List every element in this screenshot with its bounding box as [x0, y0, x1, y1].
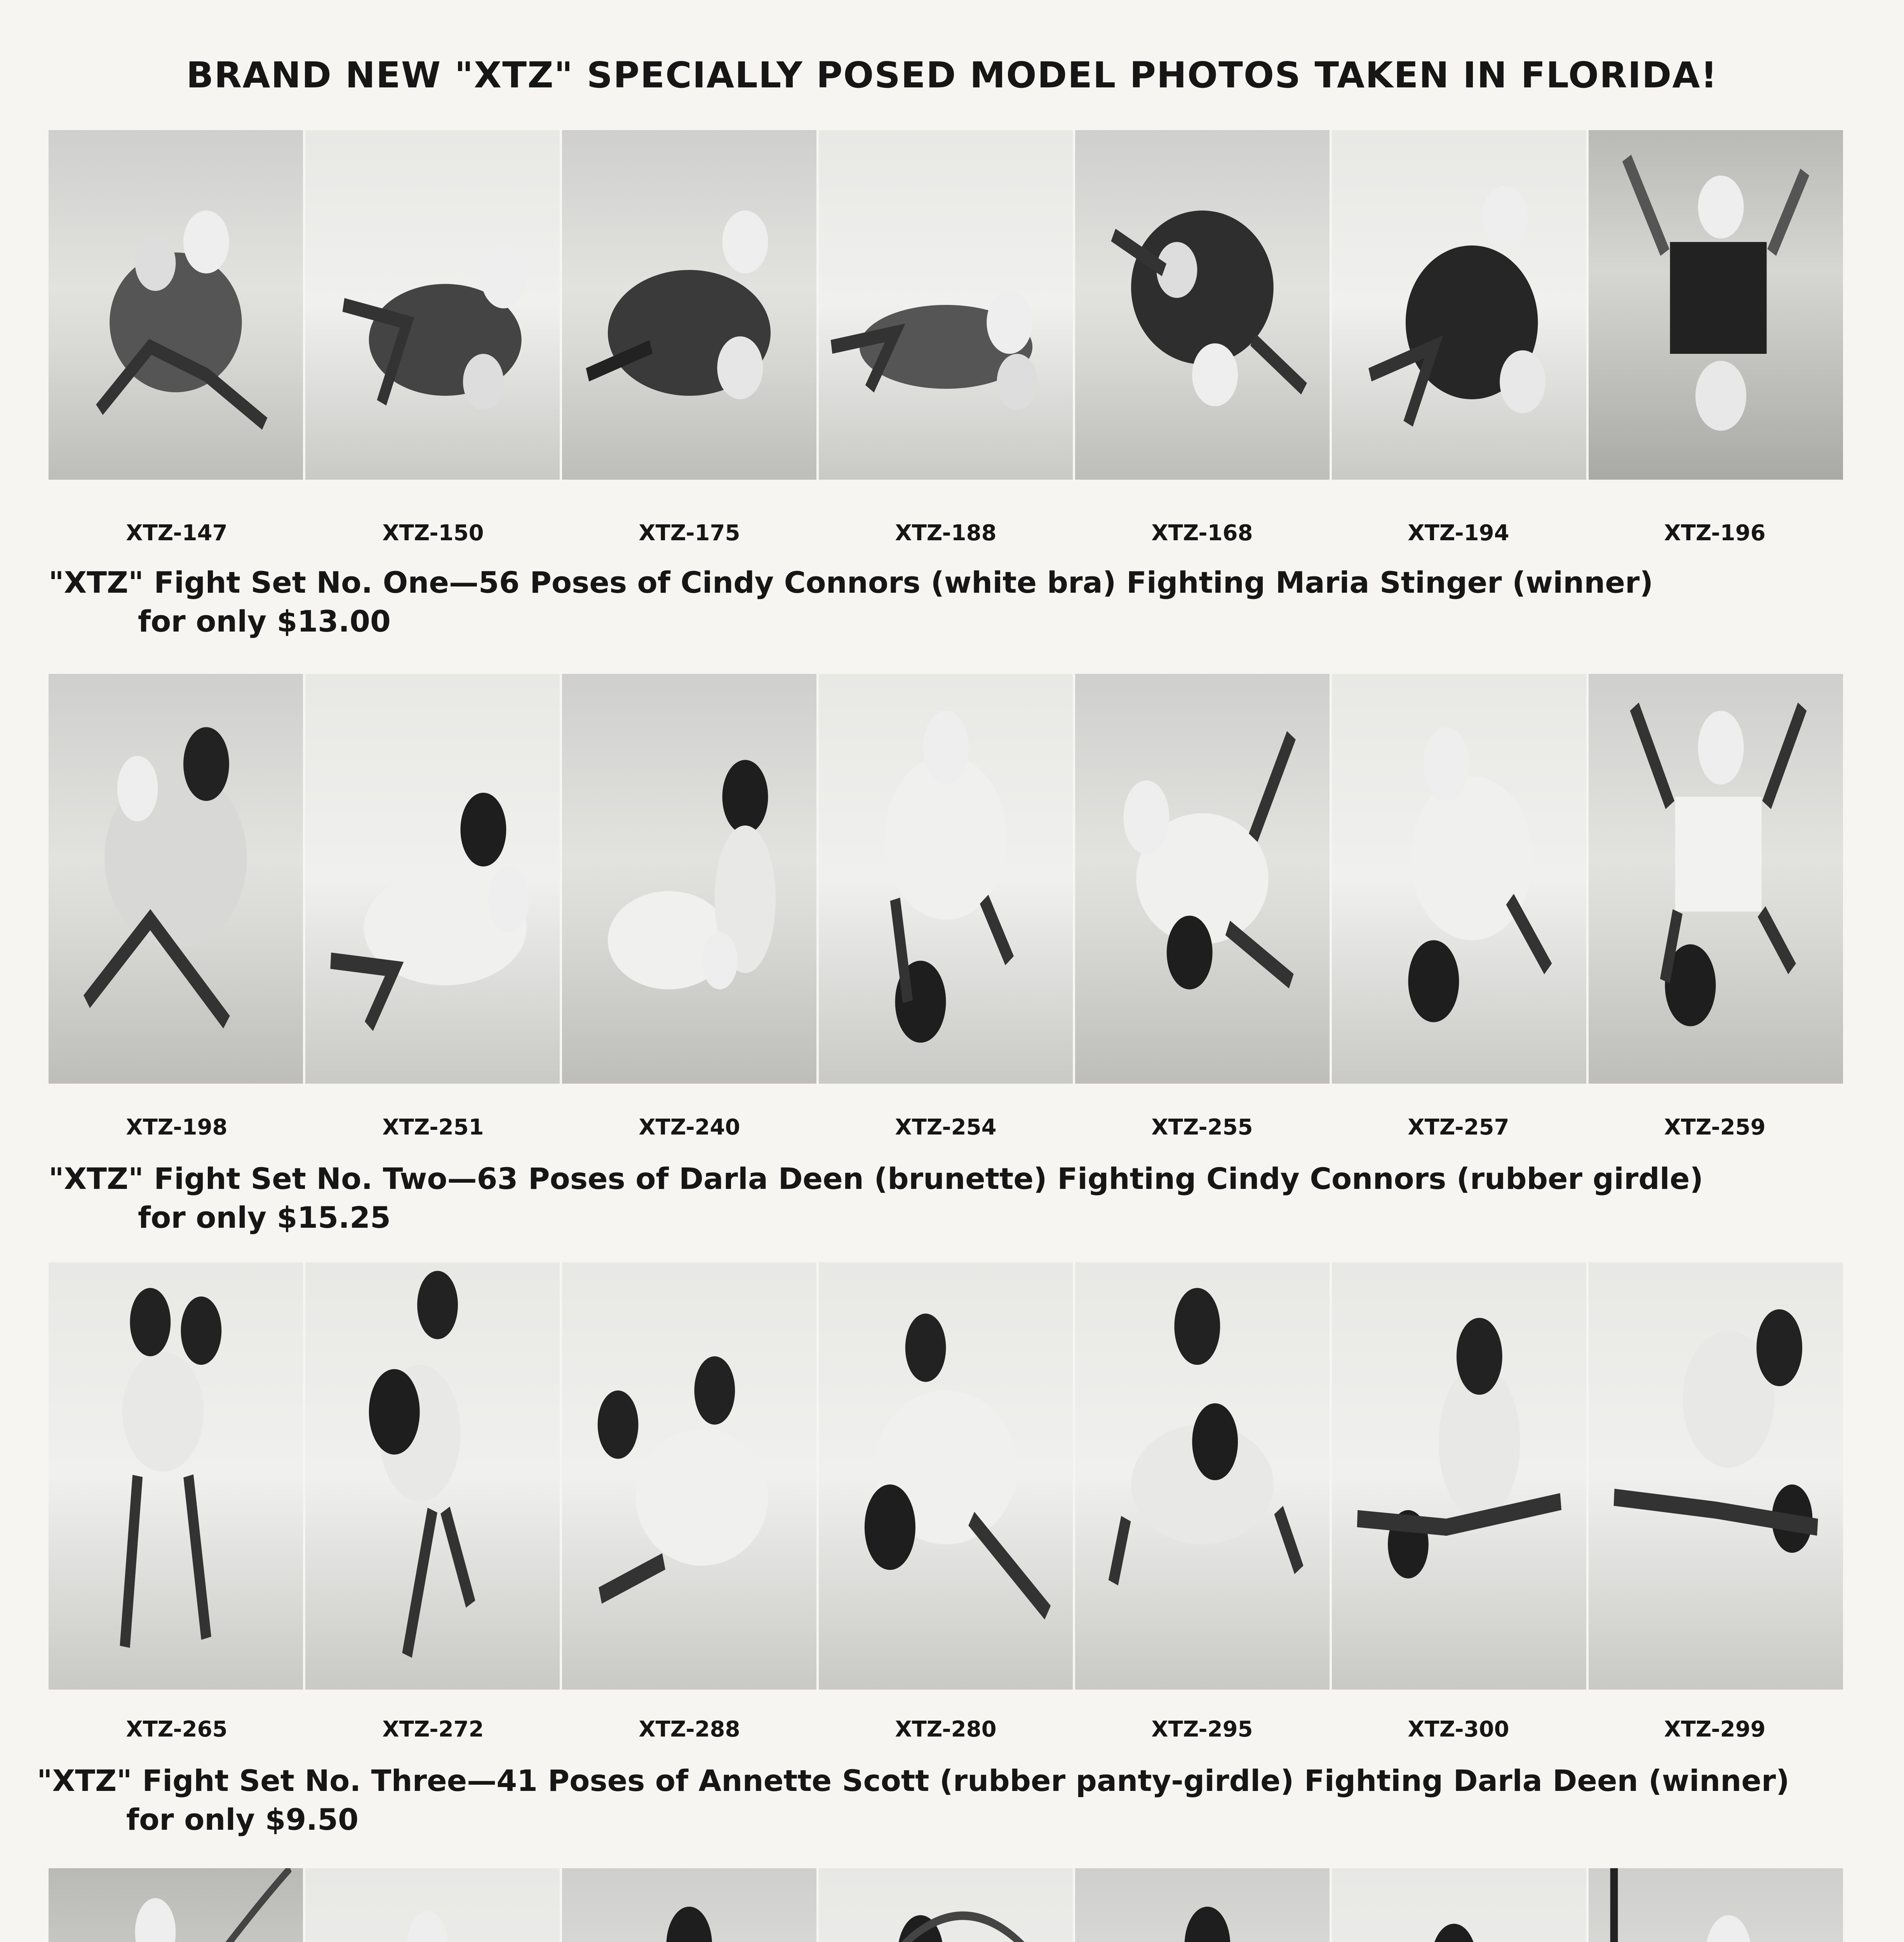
- photo-code: XTZ-300: [1408, 1717, 1509, 1742]
- photo-code: XTZ-255: [1151, 1115, 1253, 1140]
- photo-xtz-257: [1332, 674, 1586, 1084]
- photo-code: XTZ-194: [1408, 520, 1509, 546]
- set-price: for only $13.00: [138, 604, 391, 639]
- photo-xtz-300: [1332, 1262, 1586, 1690]
- photo-code: XTZ-175: [639, 520, 740, 546]
- photo-xtz-265: [49, 1262, 303, 1690]
- photo-code: XTZ-240: [639, 1115, 740, 1140]
- set-two-description: [49, 1159, 1874, 1237]
- photo-annette-scott-xtz-336: [1075, 1868, 1330, 1942]
- photo-xtz-255: [1075, 674, 1330, 1084]
- codes-set-one: [49, 520, 1843, 546]
- photo-xtz-288: [562, 1262, 816, 1690]
- set-description: "XTZ" Fight Set No. Two—63 Poses of Darla Deen (brunette) Fighting Cindy Connors (rubber girdle): [49, 1161, 1704, 1196]
- photo-strip-singles: [49, 1868, 1843, 1942]
- photo-xtz-194: [1332, 130, 1586, 480]
- photo-code: XTZ-272: [382, 1717, 484, 1742]
- photo-darla-deen-xtz-311: [562, 1868, 816, 1942]
- photo-xtz-299: [1589, 1262, 1843, 1690]
- photo-xtz-272: [305, 1262, 560, 1690]
- photo-xtz-295: [1075, 1262, 1330, 1690]
- photo-code: XTZ-299: [1664, 1717, 1766, 1742]
- photo-xtz-198: [49, 674, 303, 1084]
- set-description: "XTZ" Fight Set No. Three—41 Poses of Annette Scott (rubber panty-girdle) Fighting Darla Deen (winner): [37, 1763, 1790, 1798]
- photo-xtz-280: [819, 1262, 1073, 1690]
- photo-maria-stinger-xtz-321: [1589, 1868, 1843, 1942]
- codes-set-two: [49, 1115, 1843, 1140]
- codes-set-three: [49, 1717, 1843, 1742]
- photo-xtz-259: [1589, 674, 1843, 1084]
- photo-darla-deen-xtz-320: [819, 1868, 1073, 1942]
- page-headline: BRAND NEW "XTZ" SPECIALLY POSED MODEL PHOTOS TAKEN IN FLORIDA!: [186, 54, 1718, 96]
- photo-xtz-150: [305, 130, 560, 480]
- photo-code: XTZ-188: [895, 520, 997, 546]
- photo-code: XTZ-254: [895, 1115, 997, 1140]
- photo-code: XTZ-280: [895, 1717, 997, 1742]
- photo-code: XTZ-265: [126, 1717, 228, 1742]
- set-three-description: [37, 1761, 1862, 1839]
- photo-code: XTZ-196: [1664, 520, 1766, 546]
- photo-xtz-254: [819, 674, 1073, 1084]
- photo-strip-set-one: [49, 130, 1843, 480]
- photo-code: XTZ-257: [1408, 1115, 1509, 1140]
- photo-xtz-168: [1075, 130, 1330, 480]
- photo-xtz-240: [562, 674, 816, 1084]
- photo-code: XTZ-147: [126, 520, 228, 546]
- set-description: "XTZ" Fight Set No. One—56 Poses of Cindy Connors (white bra) Fighting Maria Stinger (winner): [49, 565, 1653, 600]
- photo-code: XTZ-168: [1151, 520, 1253, 546]
- photo-code: XTZ-198: [126, 1115, 228, 1140]
- photo-code: XTZ-150: [382, 520, 484, 546]
- photo-strip-set-three: [49, 1262, 1843, 1690]
- photo-code: XTZ-251: [382, 1115, 484, 1140]
- photo-strip-set-two: [49, 674, 1843, 1084]
- photo-cindy-connors-xtz-303: [305, 1868, 560, 1942]
- photo-xtz-188: [819, 130, 1073, 480]
- photo-xtz-147: [49, 130, 303, 480]
- photo-cindy-connors-xtz-307: [49, 1868, 303, 1942]
- photo-xtz-251: [305, 674, 560, 1084]
- set-price: for only $15.25: [138, 1200, 391, 1235]
- photo-code: XTZ-259: [1664, 1115, 1766, 1140]
- photo-xtz-175: [562, 130, 816, 480]
- set-price: for only $9.50: [126, 1802, 359, 1837]
- photo-code: XTZ-295: [1151, 1717, 1253, 1742]
- photo-xtz-196: [1589, 130, 1843, 480]
- set-one-description: [49, 563, 1874, 641]
- photo-annette-scott-xtz-337: [1332, 1868, 1586, 1942]
- photo-code: XTZ-288: [639, 1717, 740, 1742]
